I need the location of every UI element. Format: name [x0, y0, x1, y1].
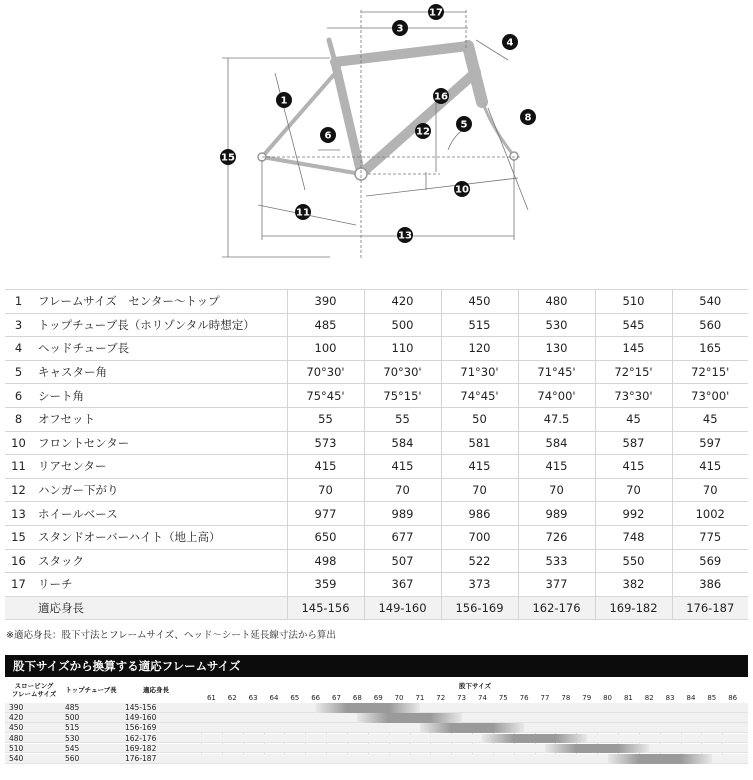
fit-range-band — [608, 754, 712, 764]
badge-10 — [454, 181, 470, 197]
badge-12-text: 12 — [416, 126, 430, 138]
badge-16 — [433, 88, 449, 104]
chart-frame-size: 450 — [9, 723, 24, 733]
row-value: 130 — [518, 337, 595, 361]
row-value: 545 — [595, 313, 672, 337]
chart-title: 股下サイズから換算する適応フレームサイズ — [5, 655, 748, 677]
table-row — [5, 478, 748, 502]
inseam-tick: 65 — [290, 694, 300, 702]
fit-range-band — [357, 713, 461, 723]
row-label: スタック — [32, 549, 287, 573]
inseam-tick: 70 — [394, 694, 404, 702]
inseam-tick: 73 — [457, 694, 467, 702]
row-label: キャスター角 — [32, 360, 287, 384]
row-value: 72°15' — [595, 360, 672, 384]
row-number: 13 — [5, 502, 32, 526]
row-value: 498 — [287, 549, 364, 573]
row-value: 533 — [518, 549, 595, 573]
chart-top-tube: 545 — [65, 743, 80, 753]
row-value: 500 — [364, 313, 441, 337]
row-value: 584 — [364, 431, 441, 455]
fit-range-band — [316, 703, 420, 713]
badge-1 — [276, 92, 292, 108]
row-number: 6 — [5, 384, 32, 408]
chart-frame-size: 480 — [9, 733, 24, 743]
chart-fit-height: 156-169 — [125, 723, 157, 733]
row-value: 726 — [518, 525, 595, 549]
table-row — [5, 549, 748, 573]
badge-4-text: 4 — [506, 37, 514, 49]
row-value: 367 — [364, 573, 441, 597]
badge-11-text: 11 — [296, 207, 310, 219]
inseam-tick: 84 — [686, 694, 696, 702]
row-value: 450 — [441, 290, 518, 314]
frame-geometry-diagram — [0, 0, 753, 280]
row-value: 775 — [672, 525, 748, 549]
row-value: 72°15' — [672, 360, 748, 384]
chart-top-tube: 485 — [65, 703, 80, 712]
row-number — [5, 596, 32, 620]
row-label: オフセット — [32, 407, 287, 431]
inseam-tick: 61 — [206, 694, 216, 702]
row-label: ハンガー下がり — [32, 478, 287, 502]
inseam-tick: 66 — [311, 694, 321, 702]
row-value: 700 — [441, 525, 518, 549]
inseam-tick: 63 — [248, 694, 258, 702]
table-row — [5, 313, 748, 337]
row-value: 540 — [672, 290, 748, 314]
bottom-bracket — [355, 168, 367, 180]
row-value: 70 — [595, 478, 672, 502]
row-value: 569 — [672, 549, 748, 573]
inseam-tick: 71 — [415, 694, 425, 702]
badge-1-text: 1 — [280, 95, 288, 107]
row-value: 359 — [287, 573, 364, 597]
row-value: 149-160 — [364, 596, 441, 620]
header-fit-height: 適応身長 — [143, 686, 169, 694]
row-value: 415 — [364, 455, 441, 479]
row-value: 977 — [287, 502, 364, 526]
row-number: 4 — [5, 337, 32, 361]
row-value: 510 — [595, 290, 672, 314]
row-value: 176-187 — [672, 596, 748, 620]
row-value: 75°45' — [287, 384, 364, 408]
row-value: 73°00' — [672, 384, 748, 408]
chart-frame-size: 390 — [9, 703, 24, 712]
row-value: 515 — [441, 313, 518, 337]
row-value: 73°30' — [595, 384, 672, 408]
table-row — [5, 525, 748, 549]
badge-15-text: 15 — [221, 152, 235, 164]
row-value: 145 — [595, 337, 672, 361]
row-label: リーチ — [32, 573, 287, 597]
row-value: 415 — [518, 455, 595, 479]
inseam-tick: 77 — [540, 694, 550, 702]
row-value: 373 — [441, 573, 518, 597]
row-value: 110 — [364, 337, 441, 361]
row-number: 5 — [5, 360, 32, 384]
chart-frame-size: 420 — [9, 713, 24, 723]
row-value: 989 — [518, 502, 595, 526]
row-number: 3 — [5, 313, 32, 337]
row-value: 70 — [518, 478, 595, 502]
row-value: 47.5 — [518, 407, 595, 431]
chart-frame-size: 510 — [9, 743, 24, 753]
inseam-tick: 83 — [665, 694, 675, 702]
badge-6 — [320, 127, 336, 143]
row-value: 415 — [672, 455, 748, 479]
row-value: 530 — [518, 313, 595, 337]
fit-height-note: ※適応身長：股下寸法とフレームサイズ、ヘッド〜シート延長線寸法から算出 — [6, 630, 336, 641]
fit-range-band — [545, 744, 649, 754]
inseam-tick: 69 — [373, 694, 383, 702]
row-value: 45 — [672, 407, 748, 431]
row-label: フロントセンター — [32, 431, 287, 455]
inseam-tick: 78 — [561, 694, 571, 702]
row-value: 522 — [441, 549, 518, 573]
header-sloping-size: スロービング フレームサイズ — [11, 682, 57, 698]
table-row — [5, 384, 748, 408]
row-value: 1002 — [672, 502, 748, 526]
table-row — [5, 337, 748, 361]
fit-range-band — [420, 723, 524, 733]
table-row — [5, 596, 748, 620]
table-row — [5, 360, 748, 384]
row-value: 650 — [287, 525, 364, 549]
row-number: 15 — [5, 525, 32, 549]
row-label: スタンドオーバーハイト（地上高） — [32, 525, 287, 549]
row-value: 55 — [364, 407, 441, 431]
table-row — [5, 455, 748, 479]
geometry-table — [5, 289, 748, 620]
inseam-tick: 64 — [269, 694, 279, 702]
row-value: 75°15' — [364, 384, 441, 408]
row-value: 390 — [287, 290, 364, 314]
row-label: シート角 — [32, 384, 287, 408]
table-row — [5, 502, 748, 526]
dimension-lines — [222, 7, 528, 258]
row-number: 11 — [5, 455, 32, 479]
row-number: 16 — [5, 549, 32, 573]
front-axle — [510, 152, 518, 160]
inseam-tick: 86 — [728, 694, 738, 702]
row-value: 986 — [441, 502, 518, 526]
row-value: 415 — [287, 455, 364, 479]
badge-13 — [397, 227, 413, 243]
row-value: 71°45' — [518, 360, 595, 384]
badge-8 — [520, 109, 536, 125]
chart-frame-size: 540 — [9, 754, 24, 763]
row-value: 74°45' — [441, 384, 518, 408]
table-row — [5, 290, 748, 314]
chart-top-tube: 530 — [65, 733, 80, 743]
row-value: 70 — [364, 478, 441, 502]
row-value: 581 — [441, 431, 518, 455]
badge-5-text: 5 — [460, 119, 468, 131]
row-label: リアセンター — [32, 455, 287, 479]
inseam-tick: 79 — [582, 694, 592, 702]
bike-frame — [262, 37, 514, 174]
row-value: 55 — [287, 407, 364, 431]
row-label: フレームサイズ センター〜トップ — [32, 290, 287, 314]
row-value: 100 — [287, 337, 364, 361]
row-value: 165 — [672, 337, 748, 361]
row-value: 70°30' — [364, 360, 441, 384]
row-label: ヘッドチューブ長 — [32, 337, 287, 361]
row-number: 8 — [5, 407, 32, 431]
chart-fit-height: 149-160 — [125, 713, 157, 723]
inseam-tick: 68 — [352, 694, 362, 702]
chart-fit-height: 169-182 — [125, 743, 157, 753]
badge-15 — [220, 149, 236, 165]
row-value: 415 — [441, 455, 518, 479]
table-row — [5, 407, 748, 431]
table-row — [5, 573, 748, 597]
row-value: 120 — [441, 337, 518, 361]
row-value: 70 — [672, 478, 748, 502]
inseam-tick: 67 — [332, 694, 341, 702]
chart-fit-height: 145-156 — [125, 703, 157, 712]
row-value: 74°00' — [518, 384, 595, 408]
badge-3 — [392, 20, 408, 36]
badge-4 — [502, 34, 518, 50]
row-value: 70 — [441, 478, 518, 502]
chart-fit-height: 176-187 — [125, 754, 157, 763]
inseam-tick: 82 — [644, 694, 654, 702]
row-value: 50 — [441, 407, 518, 431]
chart-row — [5, 723, 748, 733]
row-value: 156-169 — [441, 596, 518, 620]
row-value: 169-182 — [595, 596, 672, 620]
badge-8-text: 8 — [524, 112, 532, 124]
badge-13-text: 13 — [398, 230, 412, 242]
row-value: 992 — [595, 502, 672, 526]
inseam-tick: 81 — [623, 694, 633, 702]
row-value: 420 — [364, 290, 441, 314]
row-value: 70°30' — [287, 360, 364, 384]
header-inseam: 股下サイズ — [459, 682, 491, 690]
inseam-tick: 85 — [707, 694, 717, 702]
row-value: 145-156 — [287, 596, 364, 620]
table-row — [5, 431, 748, 455]
badge-12 — [415, 123, 431, 139]
row-number: 17 — [5, 573, 32, 597]
row-value: 71°30' — [441, 360, 518, 384]
chart-top-tube: 560 — [65, 754, 80, 763]
fit-range-band — [482, 734, 586, 744]
row-label: トップチューブ長（ホリゾンタル時想定） — [32, 313, 287, 337]
row-value: 45 — [595, 407, 672, 431]
inseam-size-chart — [5, 655, 748, 775]
inseam-tick: 80 — [603, 694, 612, 702]
row-value: 162-176 — [518, 596, 595, 620]
row-number: 10 — [5, 431, 32, 455]
row-value: 584 — [518, 431, 595, 455]
badge-11 — [295, 204, 311, 220]
row-value: 748 — [595, 525, 672, 549]
row-value: 989 — [364, 502, 441, 526]
row-value: 507 — [364, 549, 441, 573]
row-value: 485 — [287, 313, 364, 337]
row-value: 382 — [595, 573, 672, 597]
badge-17 — [428, 4, 444, 20]
row-value: 386 — [672, 573, 748, 597]
row-value: 597 — [672, 431, 748, 455]
header-top-tube: トップチューブ長 — [65, 686, 117, 694]
row-label: ホイールベース — [32, 502, 287, 526]
badge-5 — [456, 116, 472, 132]
row-value: 677 — [364, 525, 441, 549]
row-value: 587 — [595, 431, 672, 455]
row-label: 適応身長 — [32, 596, 287, 620]
badge-3-text: 3 — [396, 23, 404, 35]
badge-6-text: 6 — [324, 130, 332, 142]
row-value: 480 — [518, 290, 595, 314]
badge-10-text: 10 — [455, 184, 469, 196]
badge-16-text: 16 — [434, 91, 448, 103]
row-number: 12 — [5, 478, 32, 502]
chart-top-tube: 515 — [65, 723, 80, 733]
inseam-tick: 62 — [227, 694, 237, 702]
chart-top-tube: 500 — [65, 713, 80, 723]
inseam-tick: 72 — [436, 694, 446, 702]
row-value: 377 — [518, 573, 595, 597]
row-value: 573 — [287, 431, 364, 455]
inseam-tick: 74 — [477, 694, 487, 702]
chart-row — [5, 734, 748, 744]
chart-fit-height: 162-176 — [125, 733, 157, 743]
row-number: 1 — [5, 290, 32, 314]
inseam-tick: 76 — [519, 694, 529, 702]
row-value: 560 — [672, 313, 748, 337]
row-value: 550 — [595, 549, 672, 573]
row-value: 415 — [595, 455, 672, 479]
badge-17-text: 17 — [429, 7, 443, 19]
inseam-tick: 75 — [498, 694, 508, 702]
row-value: 70 — [287, 478, 364, 502]
